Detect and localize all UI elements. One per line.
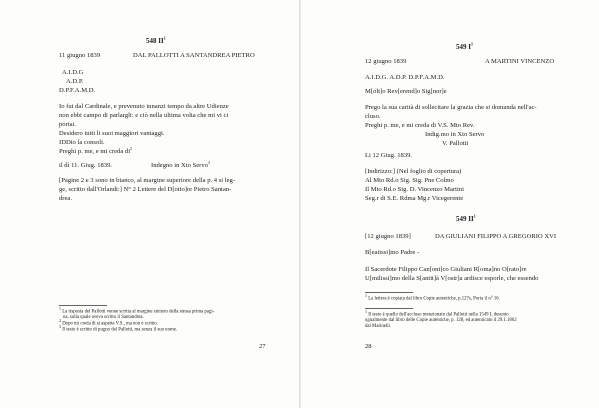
page-number: 28 — [365, 343, 372, 350]
text-line: A.I.D.G. A.D.P. D.P.F.A.M.D. — [365, 74, 445, 81]
text-line: ge, scritto dall'Orlandi:] N° 2 Lettere del D[otto]re Pietro Santan- — [59, 186, 232, 193]
footnote: na, sulla quale aveva scritto il Santandrea. — [63, 315, 144, 320]
text-line: IDDio la consoli. — [59, 139, 105, 146]
text-line: Il Mto Rd.o Sig. D. Vincenzo Martini — [365, 186, 464, 193]
footnote: $^3$ Il testo è scritto di pugno del Pallotti, ma senza il suo nome. — [59, 324, 178, 333]
letter-title: A MARTINI VINCENZO — [485, 58, 555, 65]
text-line: Preghi p. me, e mi creda $di^2$ — [59, 145, 133, 155]
text-line: D.P.F.A.M.D. — [59, 87, 96, 94]
text-line: [Pagine 2 e 3 sono in bianco, al margine superiore della p. 4 si leg- — [59, 177, 236, 184]
text-line: cluso. — [365, 113, 381, 120]
text-line: B[eatissi]mo Padre - — [365, 249, 420, 256]
text-line: [Indirizzo:] (Nel foglio di copertura) — [365, 168, 462, 175]
letter-number: 548 $II^1$ — [146, 35, 166, 45]
text-line: A.D.P. — [66, 78, 84, 85]
text-line: Il Sacerdote Filippo Can[oni]co Giuliani R[oma]no O[rato]re — [365, 266, 527, 273]
text-line: Preghi p. me, e mi creda di V.S. Mto Rev. — [365, 122, 475, 129]
text-line: Indig.mo in Xto Servo — [425, 131, 485, 138]
text-line: V. Pallotti — [442, 140, 469, 147]
text-line: non ebbi campo di parlargli: e ciò nella ultima volta che mi vi ci — [59, 112, 229, 119]
letter-title: DAL PALLOTTI A SANTANDREA PIETRO — [133, 52, 255, 59]
letter-date: 11 giugno 1839 — [59, 52, 101, 59]
text-line: il dì 11. Giug. 1839. — [59, 162, 113, 169]
right-page — [301, 0, 599, 408]
footnote-separator — [365, 308, 413, 309]
left-page — [0, 0, 299, 408]
text-line: Io fui dal Cardinale, e prevenuto innanzi tempo da altre Udienze — [59, 103, 229, 110]
page-number: 27 — [259, 343, 266, 350]
text-line: drea. — [59, 195, 72, 202]
footnote-separator — [59, 305, 107, 306]
text-line: Desidero tutti li suoi maggiori vantaggi. — [59, 130, 165, 137]
text-line: Seg.r di S.E. Rdma Mg.r Vicegerente — [365, 195, 464, 202]
text-line: M[olt]o Rev[erend]o Sig[nor]e — [365, 88, 447, 95]
text-line: Al Mto Rd.o Sig. Sig. Pne Colmo — [365, 177, 454, 184]
text-line: portai. — [59, 121, 77, 128]
letter-date: 12 giugno 1839 — [365, 58, 407, 65]
text-line: Li 12 Giug. 1839. — [365, 152, 413, 159]
letter-number: 549 $I^1$ — [456, 41, 473, 51]
footnote: dal Marinelli. — [365, 324, 392, 329]
letter-number: 549 $II^1$ — [456, 213, 476, 223]
footnote: $^1$ Il testo è quello dell'accluso menzionato dal Pallotti nella 1549 I, desunto — [365, 309, 509, 318]
text-line: U[milissi]mo della S[antit]à V[ostr]a ardisce esporle, che essendo — [365, 275, 539, 282]
footnote-separator — [365, 292, 413, 293]
letter-date: [12 giugno 1839] — [365, 233, 411, 240]
footnote: ugualmente dal libro delle Copie autentiche, p. 128, ed autenticato il 29.1.1862 — [365, 318, 517, 323]
text-line: A.I.D.G — [62, 69, 84, 76]
footnote: $^1$ La lettera è copiata dal libro Copie autentiche, p.127s, Porta il n° 16. — [365, 293, 500, 302]
text-line: Indegno in Xto Servo$^3$ — [151, 159, 210, 169]
letter-title: DA GIULIANI FILIPPO A GREGORIO XVI — [435, 233, 557, 240]
text-line: Prego la sua carità di sollecitare la grazia che si domanda nell'ac- — [365, 104, 537, 111]
footnote: $^2$ Dopo mi creda di si aspetta V.S., ma non è scritto. — [59, 318, 158, 327]
footnote: $^1$ La risposta del Pallotti venne scritta al margine sinistro della stessa prima pagi- — [59, 306, 215, 315]
